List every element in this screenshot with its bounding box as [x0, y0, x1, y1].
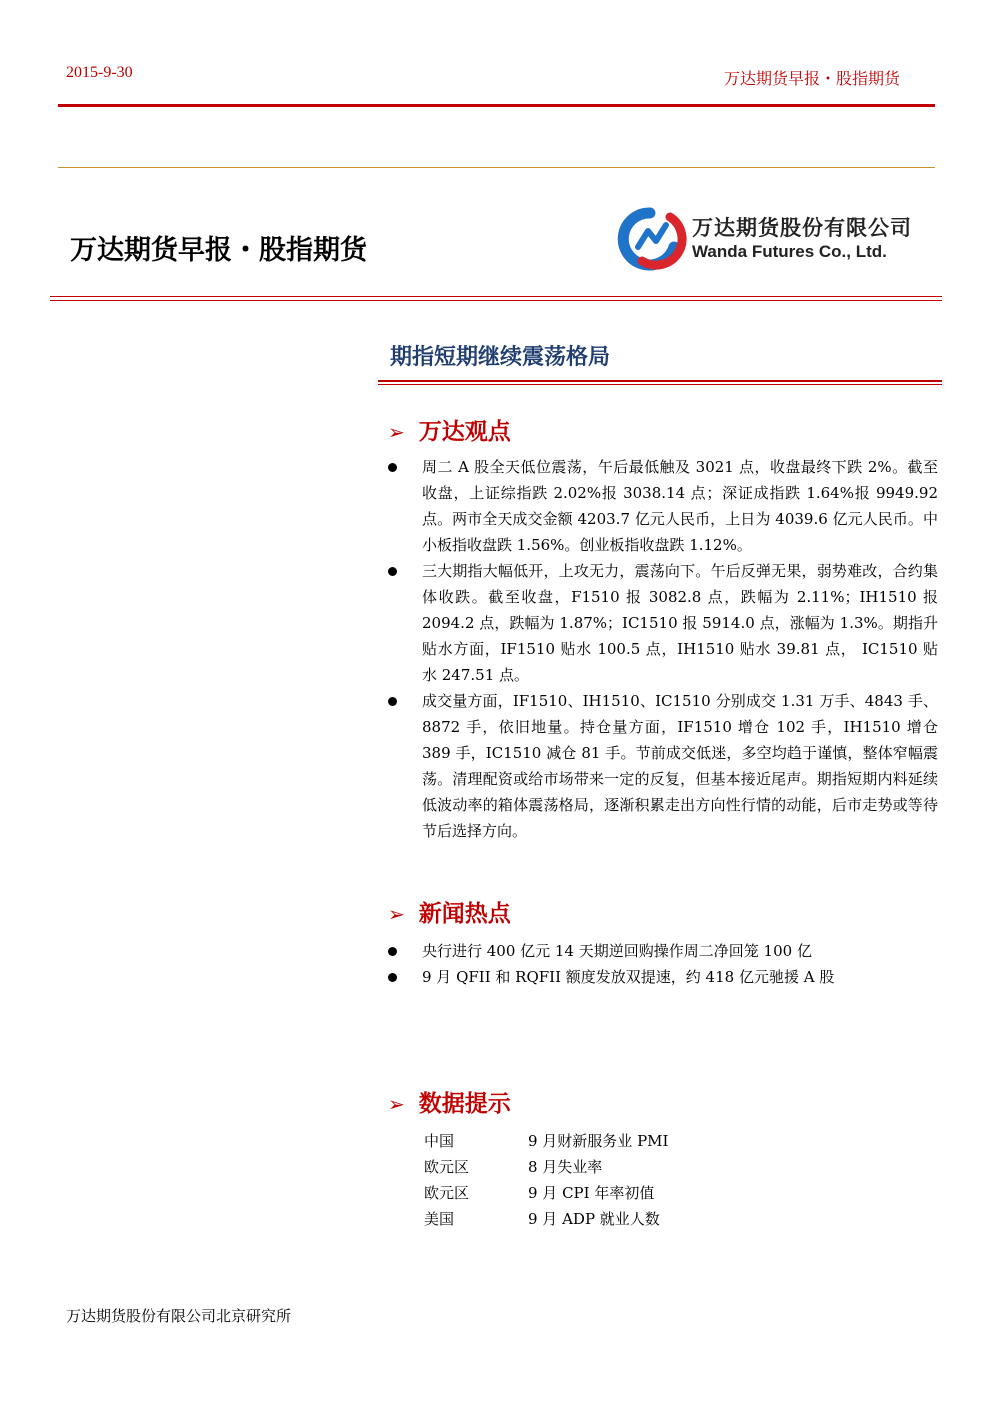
bullet-dot-icon — [388, 697, 397, 706]
arrow-right-icon: ➢ — [388, 902, 405, 926]
section-title-text: 万达观点 — [418, 419, 511, 445]
item-cell: 9 月 ADP 就业人数 — [528, 1210, 660, 1228]
title-divider-lower — [50, 300, 942, 301]
title-divider-upper — [50, 296, 942, 297]
table-row — [424, 1128, 668, 1154]
logo-emblem-icon — [623, 213, 682, 265]
table-row — [424, 1180, 668, 1206]
arrow-right-icon: ➢ — [388, 1092, 405, 1116]
list-item — [386, 558, 938, 688]
headline-rule-thin — [378, 384, 942, 385]
bullet-dot-icon — [388, 463, 397, 472]
logo-company-name-en: Wanda Futures Co., Ltd. — [692, 242, 887, 261]
arrow-right-icon: ➢ — [388, 420, 405, 444]
region-cell: 欧元区 — [424, 1184, 470, 1202]
section-title-text: 新闻热点 — [418, 901, 511, 927]
header-rule — [58, 104, 935, 107]
bullet-text: 成交量方面，IF1510、IH1510、IC1510 分别成交 1.31 万手、4843 手、8872 手，依旧地量。持仓量方面，IF1510 增仓 102 手，IH1510 增仓 389 手，IC1510 减仓 81 手。节前成交低迷，多空均趋于谨慎，整体窄幅震荡。清理配资或给市场带来一定的反复，但基本接近尾声。期指短期内料延续低波动率的箱体震荡格局，逐渐积累走出方向性行情的动能，后市走势或等待节后选择方向。 — [422, 692, 938, 840]
headline-rule — [378, 380, 942, 382]
table-row — [424, 1154, 668, 1180]
logo-company-name-cn: 万达期货股份有限公司 — [692, 216, 912, 240]
region-cell: 中国 — [424, 1132, 455, 1150]
report-date: 2015-9-30 — [66, 64, 133, 81]
list-item — [386, 454, 938, 558]
data-calendar-table — [424, 1128, 668, 1232]
bullet-text: 周二 A 股全天低位震荡，午后最低触及 3021 点，收盘最终下跌 2%。截至收盘，上证综指跌 2.02%报 3038.14 点；深证成指跌 1.64%报 9949.92 点。两市全天成交金额 4203.7 亿元人民币，上日为 4039.6 亿元人民币。中小板指收盘跌 1.56%。创业板指收盘跌 1.12%。 — [422, 458, 938, 554]
list-item — [386, 938, 938, 964]
view-bullet-list — [386, 454, 938, 844]
bullet-text: 9 月 QFII 和 RQFII 额度发放双提速，约 418 亿元驰援 A 股 — [422, 968, 835, 986]
section-title-view — [388, 413, 511, 446]
section-title-text: 数据提示 — [418, 1091, 511, 1117]
gold-divider — [58, 167, 935, 168]
bullet-text: 三大期指大幅低开，上攻无力，震荡向下。午后反弹无果，弱势难改，合约集体收跌。截至收盘，F1510 报 3082.8 点，跌幅为 2.11%；IH1510 报 2094.2 点，跌幅为 1.87%；IC1510 报 5914.0 点，涨幅为 1.3%。期指升贴水方面，IF1510 贴水 100.5 点，IH1510 贴水 39.81 点， IC1510 贴水 247.51 点。 — [422, 562, 938, 684]
header-running-title: 万达期货早报・股指期货 — [723, 69, 900, 88]
bullet-dot-icon — [388, 973, 397, 982]
headline: 期指短期继续震荡格局 — [390, 345, 611, 370]
bullet-dot-icon — [388, 567, 397, 576]
region-cell: 美国 — [424, 1210, 455, 1228]
section-title-data — [388, 1085, 511, 1118]
table-row — [424, 1206, 668, 1232]
bullet-text: 央行进行 400 亿元 14 天期逆回购操作周二净回笼 100 亿 — [422, 942, 812, 960]
section-title-news — [388, 895, 511, 928]
list-item — [386, 688, 938, 844]
bullet-dot-icon — [388, 947, 397, 956]
region-cell: 欧元区 — [424, 1158, 470, 1176]
item-cell: 9 月财新服务业 PMI — [528, 1132, 669, 1150]
item-cell: 9 月 CPI 年率初值 — [528, 1184, 655, 1202]
news-bullet-list — [386, 938, 938, 990]
footer-institute: 万达期货股份有限公司北京研究所 — [66, 1307, 292, 1325]
report-title: 万达期货早报・股指期货 — [70, 235, 367, 266]
list-item — [386, 964, 938, 990]
item-cell: 8 月失业率 — [528, 1158, 603, 1176]
